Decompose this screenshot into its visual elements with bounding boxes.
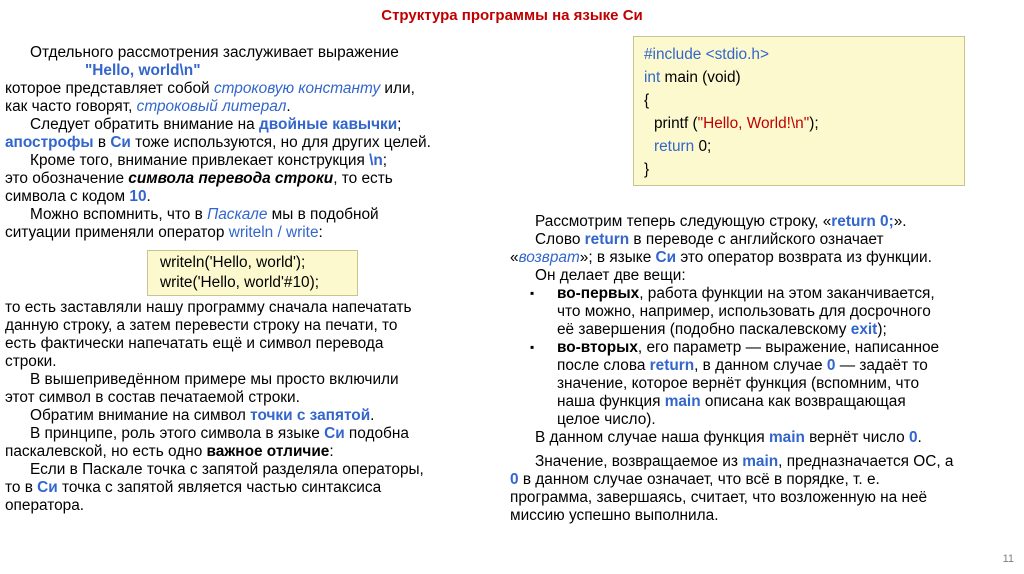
text-line: Следует обратить внимание на двойные кавычки;	[30, 116, 402, 133]
text-line: ситуации применяли оператор writeln / write:	[5, 224, 323, 241]
pascal-code-box	[147, 250, 358, 296]
text-line: после слова return, в данном случае 0 — задаёт то	[557, 357, 928, 374]
text-line: оператора.	[5, 497, 85, 514]
text-line: программа, завершаясь, считает, что возложенную на неё	[510, 489, 928, 506]
text-line: данную строку, а затем перевести строку на печати, то	[5, 317, 398, 334]
list-item	[510, 339, 1015, 429]
text-line: это обозначение символа перевода строки, то есть	[5, 170, 393, 187]
text-line: В данном случае наша функция main вернёт число 0.	[535, 429, 922, 446]
text-line: апострофы в Си тоже используются, но для других целей.	[5, 134, 431, 151]
text-line: строки.	[5, 353, 57, 370]
text-line: Слово return в переводе с английского означает	[535, 231, 884, 248]
bullet-marker: ▪	[530, 340, 535, 354]
text-line: что можно, например, использовать для досрочного	[557, 303, 931, 320]
text-line: «возврат»; в языке Си это оператор возврата из функции.	[510, 249, 932, 266]
text-line: 0 в данном случае означает, что всё в порядке, т. е.	[510, 471, 880, 488]
code-line: write('Hello, world'#10);	[160, 274, 319, 291]
text-line: Обратим внимание на символ точки с запятой.	[30, 407, 375, 424]
string-constant-term: строковую константу	[213, 80, 381, 97]
list-item	[510, 285, 1015, 339]
slide-title: Структура программы на языке Си	[381, 7, 643, 24]
text-line: наша функция main описана как возвращающая	[557, 393, 906, 410]
bullet-marker: ▪	[530, 286, 535, 300]
text-line: паскалевской, но есть одно важное отличие:	[5, 443, 334, 460]
code-line: }	[644, 161, 650, 178]
text-line: значение, которое вернёт функция (вспомним, что	[557, 375, 920, 392]
text-line: Отдельного рассмотрения заслуживает выражение	[30, 44, 399, 61]
text-line: её завершения (подобно паскалевскому exit);	[557, 321, 887, 338]
left-column	[5, 44, 495, 242]
left-column-lower	[5, 299, 495, 515]
text-line: этот символ в состав печатаемой строки.	[5, 389, 300, 406]
string-literal-term: строковый литерал	[136, 98, 287, 115]
text-line: то есть заставляли нашу программу сначала напечатать	[5, 299, 412, 316]
text-line: Он делает две вещи:	[535, 267, 686, 284]
code-line: #include <stdio.h>	[644, 46, 769, 63]
text-line: есть фактически напечатать ещё и символ перевода	[5, 335, 384, 352]
text-line: как часто говорят, строковый литерал.	[5, 98, 291, 115]
right-column	[510, 213, 1015, 525]
text-line: В принципе, роль этого символа в языке Си подобна	[30, 425, 409, 442]
code-line: int main (void)	[644, 69, 741, 86]
text-line: Значение, возвращаемое из main, предназначается ОС, а	[535, 453, 954, 470]
text-line: которое представляет собой строковую константу или,	[5, 80, 415, 97]
c-code-box	[633, 36, 965, 186]
text-line: Рассмотрим теперь следующую строку, «return 0;».	[535, 213, 907, 230]
code-line: return 0;	[654, 138, 712, 155]
text-line: Если в Паскале точка с запятой разделяла операторы,	[30, 461, 424, 478]
text-line: Можно вспомнить, что в Паскале мы в подобной	[30, 206, 379, 223]
text-line: целое число).	[557, 411, 656, 428]
text-line: В вышеприведённом примере мы просто включили	[30, 371, 399, 388]
text-line: символа с кодом 10.	[5, 188, 151, 205]
text-line: Кроме того, внимание привлекает конструкция \n;	[30, 152, 388, 169]
code-line: {	[644, 92, 650, 109]
hello-world-literal: "Hello, world\n"	[85, 62, 201, 79]
code-line: writeln('Hello, world');	[160, 254, 306, 271]
text-line	[5, 62, 495, 80]
text-line: то в Си точка с запятой является частью синтаксиса	[5, 479, 382, 496]
code-line: printf ("Hello, World!\n");	[654, 115, 819, 132]
text-line: во-первых, работа функции на этом заканчивается,	[557, 285, 935, 302]
page-number: 11	[1002, 553, 1014, 565]
text-line: миссию успешно выполнила.	[510, 507, 719, 524]
text-line: во-вторых, его параметр — выражение, написанное	[557, 339, 940, 356]
